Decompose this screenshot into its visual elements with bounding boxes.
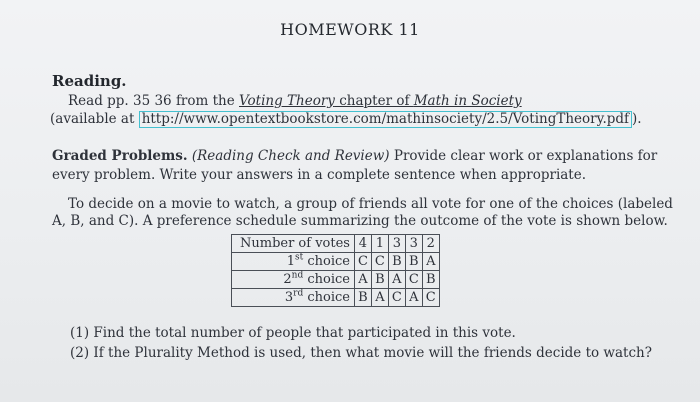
reading-heading: Reading.	[52, 72, 127, 90]
ordinal-number: 2	[283, 272, 292, 287]
reading-line-1	[68, 93, 522, 109]
ordinal-suffix: nd	[291, 270, 304, 281]
preference-schedule-table	[231, 234, 440, 307]
choice-cell: A	[422, 253, 439, 271]
page-title: HOMEWORK 11	[280, 20, 420, 39]
ordinal-suffix: st	[294, 252, 304, 263]
choice-cell: C	[405, 271, 422, 289]
table-row	[232, 271, 440, 289]
problem-paragraph-line-2: A, B, and C). A preference schedule summarizing the outcome of the vote is shown below.	[52, 213, 668, 229]
votes-cell: 4	[354, 235, 371, 253]
problem-paragraph-line-1: To decide on a movie to watch, a group of friends all vote for one of the choices (labeled	[68, 196, 673, 212]
choice-label: choice	[303, 272, 350, 287]
reading-line-2-prefix: (available at	[50, 111, 139, 127]
choice-cell: A	[354, 271, 371, 289]
votes-cell: 2	[422, 235, 439, 253]
votes-cell: 3	[388, 235, 405, 253]
votes-cell: 3	[405, 235, 422, 253]
choice-header-cell	[232, 271, 355, 289]
graded-line-1	[52, 148, 657, 164]
question-2: (2) If the Plurality Method is used, then what movie will the friends decide to watch?	[70, 345, 652, 361]
textbook-link[interactable]: http://www.opentextbookstore.com/mathinsociety/2.5/VotingTheory.pdf	[139, 111, 632, 128]
reading-line-1-prefix: Read pp. 35 36 from the	[68, 93, 240, 109]
votes-header-cell: Number of votes	[232, 235, 355, 253]
table-row	[232, 289, 440, 307]
votes-cell: 1	[371, 235, 388, 253]
choice-cell: B	[388, 253, 405, 271]
reading-line-2-suffix: ).	[632, 111, 642, 127]
choice-cell: B	[422, 271, 439, 289]
choice-cell: B	[354, 289, 371, 307]
choice-cell: C	[388, 289, 405, 307]
book-title: Voting Theory	[239, 93, 335, 109]
reading-line-2	[50, 111, 642, 128]
book-name: Math in Society	[413, 93, 522, 109]
ordinal-number: 3	[284, 290, 294, 305]
choice-cell: C	[422, 289, 439, 307]
choice-label: choice	[303, 290, 350, 305]
graded-subheading: (Reading Check and Review)	[191, 148, 390, 164]
choice-header-cell	[232, 289, 355, 307]
ordinal-number: 1	[286, 254, 295, 269]
graded-line-1-rest: Provide clear work or explanations for	[389, 148, 658, 164]
table-row	[232, 235, 440, 253]
choice-header-cell	[232, 253, 355, 271]
choice-cell: C	[371, 253, 388, 271]
graded-heading: Graded Problems.	[52, 148, 188, 164]
table-row	[232, 253, 440, 271]
question-1: (1) Find the total number of people that participated in this vote.	[70, 325, 516, 341]
choice-cell: B	[405, 253, 422, 271]
choice-cell: A	[388, 271, 405, 289]
graded-line-2: every problem. Write your answers in a complete sentence when appropriate.	[52, 167, 587, 183]
choice-cell: B	[371, 271, 388, 289]
reading-line-1-mid: chapter of	[334, 93, 414, 109]
choice-cell: A	[371, 289, 388, 307]
choice-cell: C	[354, 253, 371, 271]
choice-cell: A	[405, 289, 422, 307]
choice-label: choice	[303, 254, 350, 269]
ordinal-suffix: rd	[293, 288, 304, 299]
